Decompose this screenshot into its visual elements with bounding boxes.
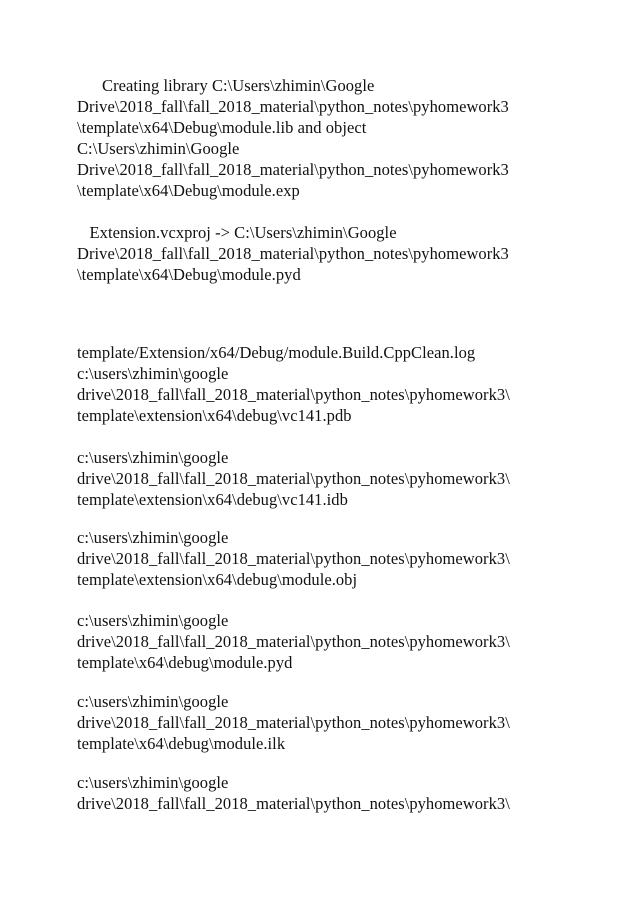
text-line: C:\Users\zhimin\Google [77,139,240,158]
text-line: drive\2018_fall\fall_2018_material\python_notes\pyhomework3\ [77,794,510,813]
text-line: \template\x64\Debug\module.pyd [77,265,301,284]
text-line: \template\x64\Debug\module.exp [77,181,300,200]
text-line: drive\2018_fall\fall_2018_material\python_notes\pyhomework3\ [77,385,510,404]
text-line: Creating library C:\Users\zhimin\Google [77,76,375,95]
text-line: Extension.vcxproj -> C:\Users\zhimin\Google [77,223,397,242]
text-line: c:\users\zhimin\google [77,528,229,547]
text-line: c:\users\zhimin\google [77,692,229,711]
text-line: Drive\2018_fall\fall_2018_material\python_notes\pyhomework3 [77,97,509,116]
text-line: template\x64\debug\module.pyd [77,653,293,672]
text-line: drive\2018_fall\fall_2018_material\python_notes\pyhomework3\ [77,469,510,488]
text-line: Drive\2018_fall\fall_2018_material\python_notes\pyhomework3 [77,244,509,263]
text-line: template\x64\debug\module.ilk [77,734,286,753]
text-line: template\extension\x64\debug\vc141.idb [77,490,348,509]
text-line: \template\x64\Debug\module.lib and object [77,118,367,137]
text-line: drive\2018_fall\fall_2018_material\python_notes\pyhomework3\ [77,632,510,651]
text-line: Drive\2018_fall\fall_2018_material\python_notes\pyhomework3 [77,160,509,179]
text-line: drive\2018_fall\fall_2018_material\python_notes\pyhomework3\ [77,713,510,732]
text-line: drive\2018_fall\fall_2018_material\python_notes\pyhomework3\ [77,549,510,568]
text-line: template\extension\x64\debug\module.obj [77,570,358,589]
text-line: c:\users\zhimin\google [77,448,229,467]
text-line: c:\users\zhimin\google [77,773,229,792]
text-line: template\extension\x64\debug\vc141.pdb [77,406,352,425]
text-line: c:\users\zhimin\google [77,364,229,383]
text-line: c:\users\zhimin\google [77,611,229,630]
text-line: template/Extension/x64/Debug/module.Build.CppClean.log [77,343,476,362]
